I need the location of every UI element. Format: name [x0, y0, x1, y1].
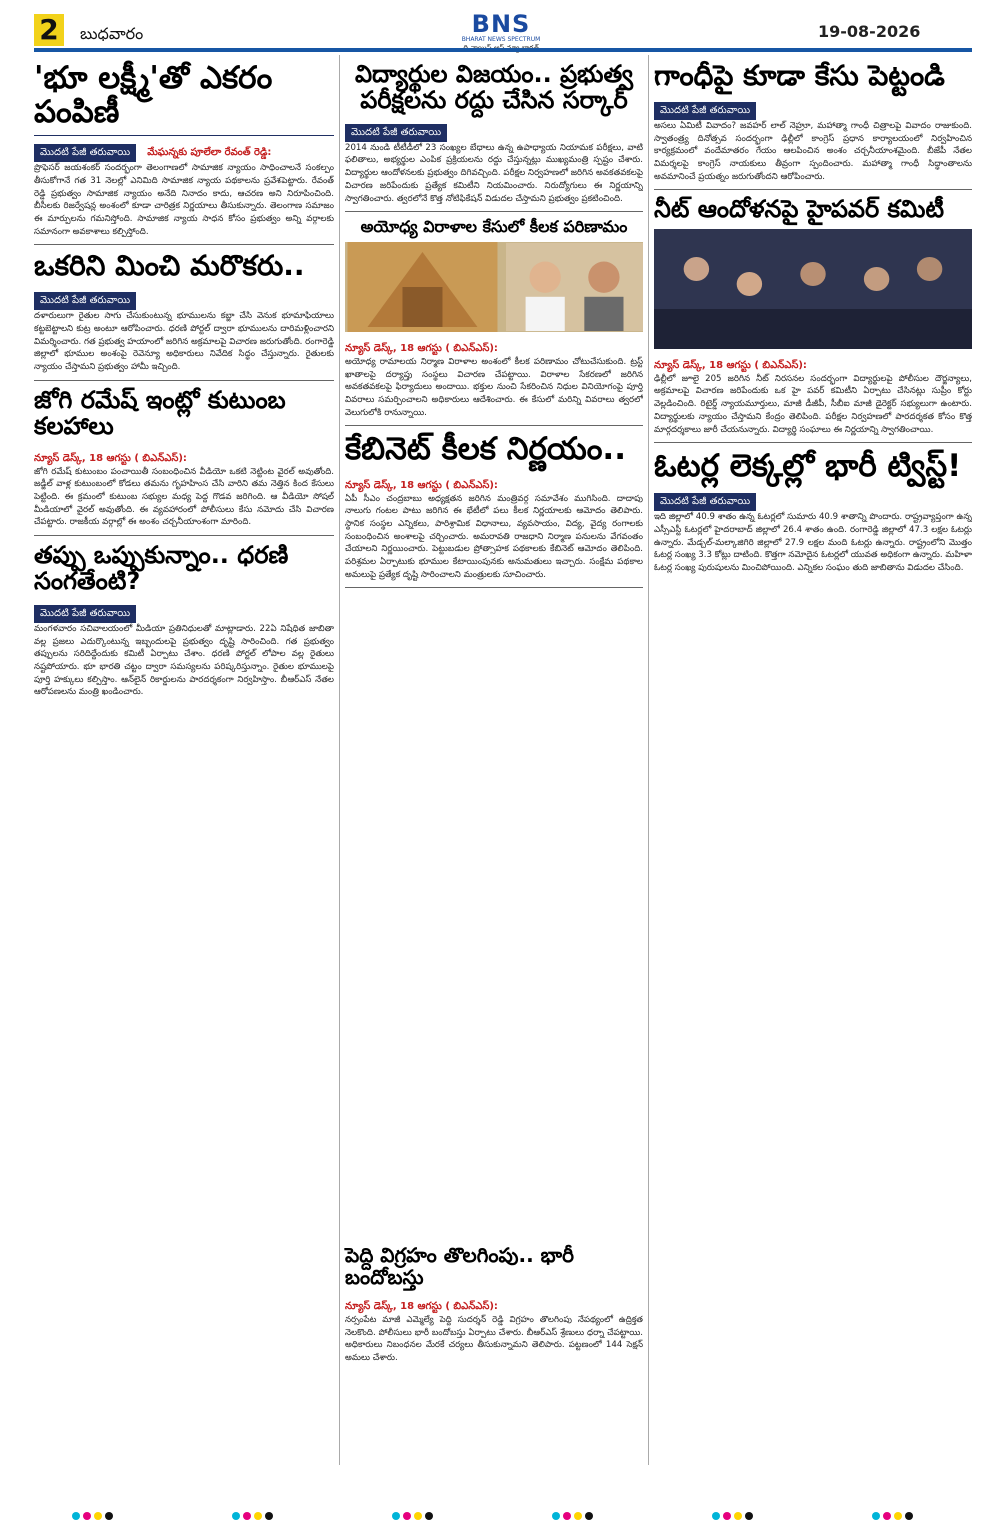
headline: ఓటర్ల లెక్కల్లో భారీ ట్విస్ట్!: [654, 448, 962, 485]
print-dot: [425, 1512, 433, 1520]
continued-tag: మొదటి పేజీ తరువాయి: [34, 144, 136, 162]
print-dot: [232, 1512, 240, 1520]
column-divider: [648, 55, 649, 1465]
logo-text: BNS: [471, 10, 531, 38]
continued-tag: మొదటి పేజీ తరువాయి: [654, 102, 756, 120]
article-body: ఢిల్లీలో జూలై 205 జరిగిన నీట్ నిరసనల సందర్భంగా విద్యార్థులపై పోలీసుల దౌర్జన్యాలు, అక్రమాలపై విచారణ జరిపేందుకు ఒక హై పవర్ కమిటీని ఏర్పాటు చేసినట్లు సుప్రీం కోర్టు వెల్లడించింది. రిటైర్డ్ న్యాయమూర్తులు, మాజీ డీజీపీ, సీబీఐ మాజీ డైరెక్టర్ సభ్యులుగా ఉంటారు. విద్యార్థులకు న్యాయం చేస్తామని కేంద్రం తెలిపింది. పరీక్షల నిర్వహణలో పారదర్శకత కోసం కొత్త మార్గదర్శకాలు జారీ చేయనున్నారు. విద్యార్థి సంఘాలు ఈ నిర్ణయాన్ని స్వాగతించాయి.: [654, 373, 972, 435]
print-dot: [872, 1512, 880, 1520]
masthead: [0, 0, 987, 52]
article-body: జోగి రమేష్ కుటుంబం పంచాయితీ సంబంధించిన వీడియో ఒకటి నెట్టింట వైరల్ అవుతోంది. జడ్జీల్ వాళ్ల కుటుంబంలో కోడలు తమను గృహహింస చేసి వారిని తమ నెత్తిన కింద కేసులు పెట్టింది. ఈ క్రమంలో కుటుంబ సభ్యుల మధ్య పెద్ద గొడవ జరిగింది. ఆ వీడియో సోషల్ మీడియాలో వైరల్ అవుతోంది. ఈ వ్యవహారంలో పోలీసులు కేసు నమోదు చేసి విచారణ చేపట్టారు. రాజకీయ వర్గాల్లో ఈ అంశం చర్చనీయాంశంగా మారింది.: [34, 466, 334, 528]
print-registration-dots: [872, 1505, 916, 1515]
protest-photo: [654, 229, 972, 349]
lead-text: మేఘన్నకు పూలేలా రేవంత్ రెడ్డి:: [147, 147, 272, 159]
print-dot: [254, 1512, 262, 1520]
photo-portraits: [345, 242, 643, 332]
column-divider: [339, 55, 340, 1465]
headline: కేబినెట్ కీలక నిర్ణయం..: [345, 431, 626, 468]
headline: తప్పు ఒప్పుకున్నాం.. ధరణి సంగతేంటి?: [34, 541, 289, 596]
headline: గాంధీపై కూడా కేసు పెట్టండి: [654, 59, 945, 92]
print-registration-dots: [72, 1505, 116, 1515]
print-dot: [734, 1512, 742, 1520]
bottom-story: [345, 1238, 643, 1365]
print-dot: [712, 1512, 720, 1520]
continued-tag: మొదటి పేజీ తరువాయి: [654, 493, 756, 511]
headline: నీట్ ఆందోళనపై హైపవర్ కమిటీ: [654, 195, 944, 224]
article-body: దళారులుగా రైతుల సాగు చేసుకుంటున్న భూములను కబ్జా చేసి వెనుక భూమాఫియాలు కట్టబెట్టాలని కుట్ర అంటూ ఆరోపించారు. ధరణి పోర్టల్ ద్వారా భూములను దారిమళ్లించారని విమర్శించారు. గత ప్రభుత్వ హయాంలో జరిగిన అక్రమాలపై విచారణ జరుగుతోంది. రంగారెడ్డి జిల్లాలో భూముల అంశంపై రెవెన్యూ అధికారులు నివేదిక సిద్ధం చేస్తున్నారు. రైతులకు న్యాయం చేస్తామని ప్రభుత్వం హామీ ఇచ్చింది.: [34, 311, 334, 373]
continued-tag: మొదటి పేజీ తరువాయి: [34, 605, 136, 623]
day-label: బుధవారం: [80, 24, 144, 43]
headline: పెద్ది విగ్రహం తొలగింపు.. భారీ బందోబస్తు: [345, 1243, 574, 1289]
print-dot: [563, 1512, 571, 1520]
column-left: [34, 55, 334, 1470]
article-body: 2014 నుండి టీటీడీలో 23 సంఖ్యల బేధాలు ఉన్న ఉపాధ్యాయ నియామక పరీక్షలు, వాటి ఫలితాలు, అభ్యర్థుల ఎంపిక ప్రక్రియలను రద్దు చేస్తున్నట్లు ముఖ్యమంత్రి స్పష్టం చేశారు. విద్యార్థుల ఆందోళనలకు ప్రభుత్వం దిగివచ్చింది. పరీక్షల నిర్వహణలో జరిగిన అవకతవకలపై విచారణ జరిపేందుకు ప్రత్యేక కమిటీని నియమించారు. నిరుద్యోగులు ఈ నిర్ణయాన్ని స్వాగతించారు. త్వరలోనే కొత్త నోటిఫికేషన్ విడుదల చేస్తామని ప్రభుత్వం ప్రకటించింది.: [345, 142, 643, 204]
continued-tag: మొదటి పేజీ తరువాయి: [345, 124, 447, 142]
print-dot: [723, 1512, 731, 1520]
headline: 'భూ లక్ష్మీ'తో ఎకరం పంపిణీ: [34, 60, 273, 131]
logo-subtitle: BHARAT NEWS SPECTRUM: [461, 36, 541, 43]
print-registration-dots: [232, 1505, 276, 1515]
print-dot: [392, 1512, 400, 1520]
print-registration-dots: [552, 1505, 596, 1515]
page-number: 2: [34, 14, 64, 46]
issue-date: 19-08-2026: [818, 22, 921, 41]
headline: అయోధ్య విరాళాల కేసులో కీలక పరిణామం: [360, 217, 628, 237]
article-body: మంగళవారం సచివాలయంలో మీడియా ప్రతినిధులతో మాట్లాడారు. 22ఏ నిషేధిత జాబితా వల్ల ప్రజలు ఎదుర్కొంటున్న ఇబ్బందులపై ప్రభుత్వం దృష్టి సారించింది. గత ప్రభుత్వం తప్పులను సరిదిద్దేందుకు కమిటీ ఏర్పాటు చేశాం. ధరణి పోర్టల్ లోపాల వల్ల రైతులు నష్టపోయారు. భూ భారతి చట్టం ద్వారా సమస్యలను పరిష్కరిస్తున్నాం. రైతుల భూములపై పూర్తి హక్కులు కల్పిస్తాం. ఆన్‌లైన్ రికార్డులను పారదర్శకంగా నిర్వహిస్తాం. బీఆర్ఎస్ నేతల ఆరోపణలను మంత్రి ఖండించారు.: [34, 623, 334, 698]
print-dot: [883, 1512, 891, 1520]
print-dot: [585, 1512, 593, 1520]
headline: ఒకరిని మించి మరొకరు..: [34, 249, 305, 283]
print-dot: [265, 1512, 273, 1520]
print-dot: [94, 1512, 102, 1520]
article-body: ఇది జిల్లాలో 40.9 శాతం ఉన్న ఓటర్లలో సుమారు 40.9 శాతాన్ని పొందారు. రాష్ట్రవ్యాప్తంగా ఉన్న ఎస్సీఎస్టీ ఓటర్లలో హైదరాబాద్ జిల్లాలో 26.4 శాతం ఉంది. రంగారెడ్డి జిల్లాలో 47.3 లక్షల ఓటర్లు ఉన్నారు. మేడ్చల్-మల్కాజిగిరి జిల్లాలో 27.9 లక్షల మంది ఓటర్లు ఉన్నారు. రాష్ట్రంలోని మొత్తం ఓటర్ల సంఖ్య 3.3 కోట్లు దాటింది. కొత్తగా నమోదైన ఓటర్లలో యువత అధికంగా ఉన్నారు. మహిళా ఓటర్ల సంఖ్య పురుషులను మించిపోయింది. ఎన్నికల సంఘం తుది జాబితాను విడుదల చేసింది.: [654, 512, 972, 574]
dateline: న్యూస్ డెస్క్, 18 ఆగస్టు ( బిఎన్ఎస్):: [654, 359, 807, 371]
print-dot: [574, 1512, 582, 1520]
person-photos: [506, 242, 643, 332]
print-dot: [403, 1512, 411, 1520]
headline: జోగి రమేష్ ఇంట్లో కుటుంబ కలహాలు: [34, 385, 286, 441]
dateline: న్యూస్ డెస్క్, 18 ఆగస్టు ( బిఎన్ఎస్):: [345, 342, 498, 354]
print-dot: [745, 1512, 753, 1520]
print-dot: [72, 1512, 80, 1520]
article-body: ఏపీ సీఎం చంద్రబాబు అధ్యక్షతన జరిగిన మంత్రివర్గ సమావేశం ముగిసింది. దాదాపు నాలుగు గంటల పాటు జరిగిన ఈ భేటీలో పలు కీలక నిర్ణయాలకు ఆమోదం తెలిపారు. స్థానిక సంస్థల ఎన్నికలు, పారిశ్రామిక విధానాలు, వ్యవసాయం, విద్య, వైద్య రంగాలకు సంబంధించిన అంశాలపై చర్చించారు. అమరావతి రాజధాని నిర్మాణ పనులను వేగవంతం చేయాలని నిర్ణయించారు. పెట్టుబడుల ప్రోత్సాహక పథకాలకు కేబినెట్ ఆమోదం తెలిపింది. పరిశ్రమల ఏర్పాటుకు భూముల కేటాయింపునకు అనుమతులు ఇచ్చారు. సంక్షేమ పథకాల అమలుపై ప్రత్యేక దృష్టి సారించాలని మంత్రులకు సూచించారు.: [345, 493, 643, 580]
print-registration-dots: [392, 1505, 436, 1515]
dateline: న్యూస్ డెస్క్, 18 ఆగస్టు ( బిఎన్ఎస్):: [34, 452, 187, 464]
continued-tag: మొదటి పేజీ తరువాయి: [34, 292, 136, 310]
print-dot: [414, 1512, 422, 1520]
print-dot: [243, 1512, 251, 1520]
print-dot: [552, 1512, 560, 1520]
temple-photo: [345, 242, 500, 332]
print-registration-dots: [712, 1505, 756, 1515]
print-dot: [894, 1512, 902, 1520]
print-dot: [83, 1512, 91, 1520]
article-body: నర్సంపేట మాజీ ఎమ్మెల్యే పెద్ది సుదర్శన్ రెడ్డి విగ్రహం తొలగింపు నేపథ్యంలో ఉద్రిక్తత నెలకొంది. పోలీసులు భారీ బందోబస్తు ఏర్పాటు చేశారు. బీఆర్ఎస్ శ్రేణులు ధర్నా చేపట్టాయి. అధికారులు నిబంధనల మేరకే చర్యలు తీసుకున్నామని తెలిపారు. పట్టణంలో 144 సెక్షన్ అమలు చేశారు.: [345, 1315, 643, 1364]
article-body: అసలు ఏమిటీ వివాదం? జవహర్ లాల్ నెహ్రూ, మహాత్మా గాంధీ చిత్రాలపై వివాదం రాజుకుంది. స్వాతంత్ర్య దినోత్సవ సందర్భంగా ఢిల్లీలో కాంగ్రెస్ ప్రధాన కార్యాలయంలో నిర్వహించిన కార్యక్రమంలో వందేమాతరం గేయం ఆలపించిన అంశం చర్చనీయాంశమైంది. బీజేపీ నేతల విమర్శలపై కాంగ్రెస్ నాయకులు తీవ్రంగా స్పందించారు. మహాత్మా గాంధీ సిద్ధాంతాలను అవమానించే ప్రయత్నం జరుగుతోందని ఆరోపించారు.: [654, 120, 972, 182]
print-dot: [905, 1512, 913, 1520]
article-body: ప్రొఫెసర్ జయశంకర్ సందర్భంగా తెలంగాణలో సామాజిక న్యాయం సాధించాలనే సంకల్పం తీసుకోగానే గత 31 నెలల్లో ఎనిమిది సామాజిక న్యాయ పథకాలను ప్రవేశపెట్టారు. రేవంత్ రెడ్డి ప్రభుత్వం సామాజిక న్యాయం అనేది నినాదం కాదు, ఆచరణ అని నిరూపించింది. బీసీలకు రిజర్వేషన్ల అంశంలో కూడా చారిత్రక నిర్ణయాలు తీసుకున్నారు. తెలంగాణ సమాజం ఈ మార్పులను గమనిస్తోంది. సామాజిక న్యాయ సాధన కోసం ప్రభుత్వం అన్ని వర్గాలకు సమానంగా అవకాశాలు కల్పిస్తోంది.: [34, 163, 334, 237]
column-right: [654, 55, 972, 1470]
article-body: అయోధ్య రామాలయ నిర్మాణ విరాళాల అంశంలో కీలక పరిణామం చోటుచేసుకుంది. ట్రస్ట్ ఖాతాలపై దర్యాప్తు సంస్థలు విచారణ చేపట్టాయి. విరాళాల సేకరణలో జరిగిన అవకతవకలపై ఫిర్యాదులు అందాయి. భక్తుల నుంచి సేకరించిన నిధుల వినియోగంపై పూర్తి వివరాలు సమర్పించాలని అధికారులు ఆదేశించారు. ఈ కేసులో మరిన్ని వివరాలు త్వరలో వెలుగులోకి రానున్నాయి.: [345, 356, 643, 418]
dateline: న్యూస్ డెస్క్, 18 ఆగస్టు ( బిఎన్ఎస్):: [345, 1301, 498, 1312]
dateline: న్యూస్ డెస్క్, 18 ఆగస్టు ( బిఎన్ఎస్):: [345, 479, 498, 491]
print-dot: [105, 1512, 113, 1520]
headline: విద్యార్థుల విజయం.. ప్రభుత్వ పరీక్షలను రద్దు చేసిన సర్కార్: [354, 60, 634, 115]
header-rule: [34, 48, 972, 52]
